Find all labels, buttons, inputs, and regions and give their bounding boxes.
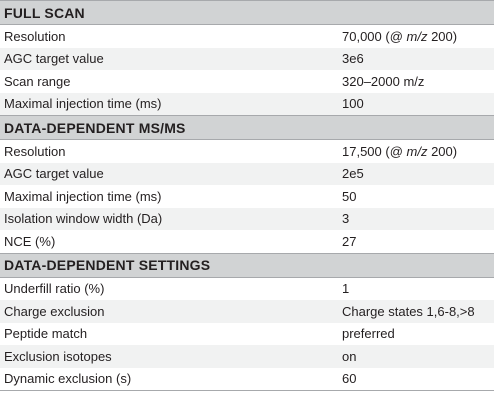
param-label: Charge exclusion [0,300,340,323]
param-value: 320–2000 m/z [342,73,425,89]
param-value: 2e5 [340,163,494,186]
section-full-scan [0,1,494,116]
section-data-dependent-settings [0,253,494,391]
value-unit-italic: m/z [406,28,428,44]
table-row [0,208,494,231]
param-value [340,140,494,163]
param-value: 100 [340,93,494,116]
table-row [0,368,494,391]
param-value: 1 [342,281,350,297]
table-row [0,93,494,116]
table-row [0,48,494,71]
param-label: Exclusion isotopes [0,345,340,368]
param-label: Peptide match [4,326,88,342]
section-title: DATA-DEPENDENT SETTINGS [0,253,494,277]
section-header [0,253,494,277]
param-label: AGC target value [0,48,340,71]
value-text: 70,000 (@ [342,28,407,44]
param-label: Maximal injection time (ms) [4,188,162,204]
table-row [0,230,494,253]
param-label: AGC target value [0,163,340,186]
value-unit-italic: m/z [406,143,428,159]
section-data-dependent-msms [0,116,494,254]
param-value: 3e6 [340,48,494,71]
param-label: Maximal injection time (ms) [0,93,340,116]
value-suffix: 200) [427,28,458,44]
param-label: Isolation window width (Da) [0,208,340,231]
table-row [0,25,494,48]
table-row [0,140,494,163]
param-label: Scan range [4,73,71,89]
param-value [340,25,494,48]
param-value: 50 [342,188,357,204]
value-text: 17,500 (@ [342,143,407,159]
param-value: 27 [342,233,357,249]
section-title: DATA-DEPENDENT MS/MS [0,116,494,140]
param-label: Resolution [4,143,66,159]
table-row [0,300,494,323]
section-title: FULL SCAN [0,1,494,25]
table-row [0,163,494,186]
table-row [0,185,494,208]
param-label: NCE (%) [4,233,56,249]
param-value: 3 [340,208,494,231]
param-value: on [340,345,494,368]
param-value: 60 [340,368,494,391]
table-row [0,70,494,93]
section-header [0,1,494,25]
param-label: Underfill ratio (%) [4,281,105,297]
param-label: Resolution [4,28,66,44]
param-label: Dynamic exclusion (s) [0,368,340,391]
table-row [0,277,494,300]
section-header [0,116,494,140]
param-value: Charge states 1,6-8,>8 [340,300,494,323]
table-row [0,345,494,368]
value-suffix: 200) [427,143,458,159]
table-row [0,323,494,346]
param-value: preferred [342,326,395,342]
